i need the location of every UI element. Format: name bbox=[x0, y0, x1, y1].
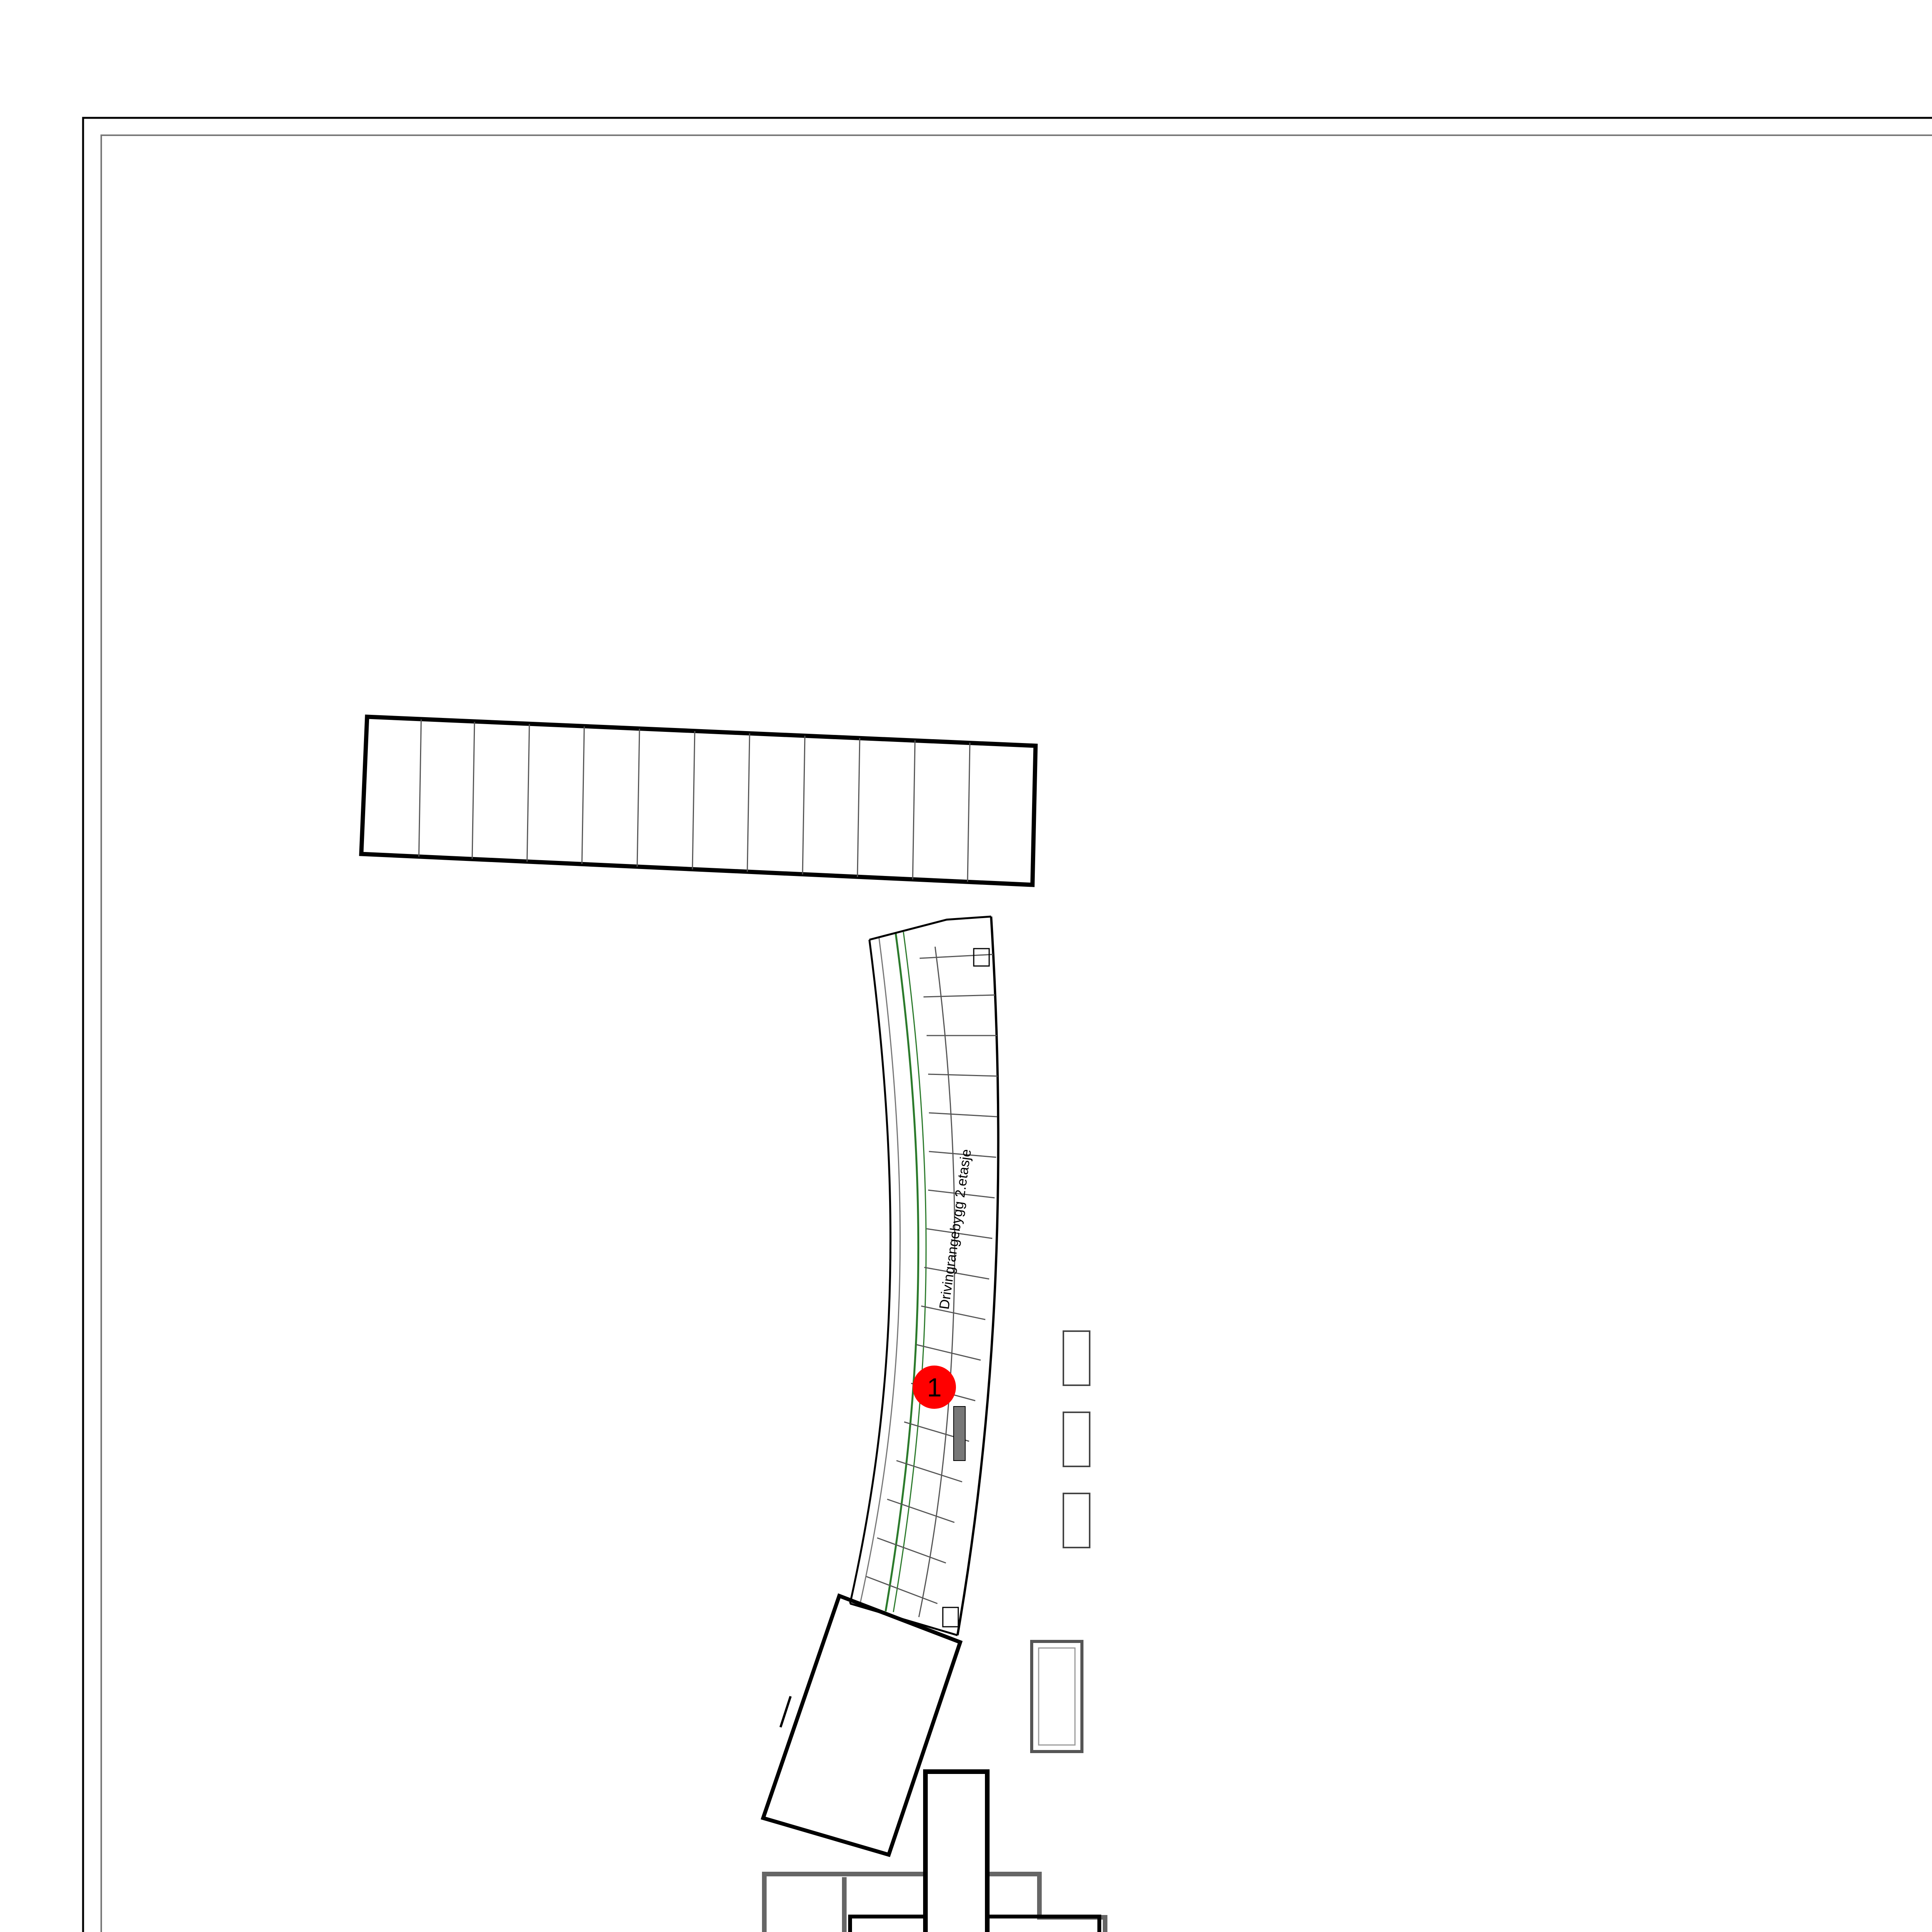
drawing-marker-number: 1 bbox=[927, 1373, 942, 1402]
existing-building-top bbox=[361, 717, 1036, 885]
building-label-drawing: Drivingrangebygg 2.etasje bbox=[936, 1148, 975, 1311]
small-structures bbox=[1032, 1331, 1090, 1752]
drawing-marker bbox=[913, 1366, 956, 1409]
outer-border bbox=[83, 118, 1932, 1932]
driving-range-building bbox=[850, 917, 998, 1635]
drawing-frame bbox=[101, 135, 1932, 1932]
clubhouse-complex bbox=[764, 1772, 1105, 1932]
